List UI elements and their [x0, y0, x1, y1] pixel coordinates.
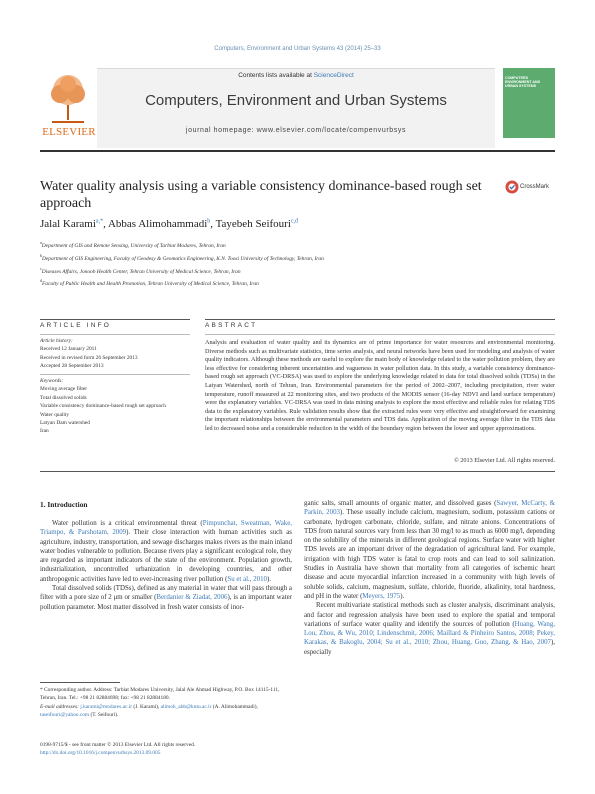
history-item: Received 12 January 2011 [40, 346, 97, 353]
keywords-label: Keywords: [40, 378, 64, 384]
citation-link[interactable]: Pimpunchat, Sweatman, Wake, Triampo, & Parshotam, 2009 [40, 520, 292, 537]
info-divider [40, 374, 190, 375]
body-text: ). [267, 575, 272, 583]
body-paragraph [40, 519, 292, 584]
email-owner: (J. Karami), [132, 703, 161, 710]
contents-line [97, 72, 495, 79]
article-title: Water quality analysis using a variable consistency dominance-based rough set approach [40, 179, 482, 211]
affiliation-text: Faculty of Public Health and Health Promotion, Tehran University of Medical Science, Tehran, Iran [42, 281, 259, 288]
email-addresses [40, 703, 292, 720]
info-divider [40, 334, 190, 335]
contents-prefix: Contents lists available at [238, 72, 314, 79]
body-paragraph [40, 584, 292, 612]
body-text: ), especially [304, 639, 555, 656]
affiliation-marker: d [40, 278, 42, 284]
email-link[interactable]: alimoh_abb@kntu.ac.ir [160, 703, 212, 710]
affiliation-item [40, 264, 555, 277]
affiliation-text: Department of GIS and Remote Sensing, University of Tarbiat Modares, Tehran, Iran [41, 242, 226, 249]
body-text: Recent multivariate statistical methods such as cluster analysis, discriminant analysis, and factor and regression analysis have been used to explore the spatial and temporal variations of surface water quality and identify the sources of pollution ( [304, 602, 555, 628]
affiliation-marker: b [40, 252, 42, 258]
body-text: ). These usually include calcium, magnesium, sodium, potassium cations or carbonate, hydrogen carbonate, chloride, sulfate, and nitrate anions. Concentrations of TDS from natural sources vary from less than 30 mg/l to as much as 6000 mg/l, depending on the solubility of the minerals in different geological regions. Surface water with higher TDS levels are an important driver of the degradation of agricultural land. For example, irrigation with high TDS water is fatal to crop roots and can lead to soil salinization. Studies in Australia have shown that mortality from all categories of ischemic heart disease and acute myocardial infarction increased in a community with high levels of soluble solids, calcium, magnesium, sulfate, chloride, fluoride, alkalinity, total hardness, and pH in the water ( [304, 509, 555, 600]
email-owner: (A. Alimohammadi), [211, 703, 258, 710]
keyword-item: Latyan Dam watershed [40, 420, 90, 427]
citation-link[interactable]: Berdanier & Ziadat, 2006 [156, 594, 228, 602]
body-column-left [40, 519, 292, 612]
history-item: Accepted 28 September 2013 [40, 363, 104, 370]
keyword-item: Iran [40, 428, 49, 435]
publisher-name: ELSEVIER [42, 126, 96, 138]
affiliation-item [40, 251, 555, 264]
affiliation-marker: a [40, 240, 42, 245]
body-text: ). [400, 592, 405, 600]
journal-title: Computers, Environment and Urban Systems [145, 92, 447, 109]
cover-title: COMPUTERS ENVIRONMENT AND URBAN SYSTEMS [505, 76, 541, 89]
crossmark-label[interactable]: CrossMark [520, 184, 550, 190]
copyright-notice: © 2013 Elsevier Ltd. All rights reserved. [454, 457, 555, 464]
footnotes [40, 686, 292, 719]
keyword-item: Variable consistency dominance-based rough set approach [40, 403, 166, 410]
article-info-heading: ARTICLE INFO [40, 322, 112, 329]
keyword-item: Total dissolved solids [40, 394, 87, 401]
body-text: ganic salts, small amounts of organic matter, and dissolved gases ( [304, 500, 497, 507]
body-text: Total dissolved solids (TDSs), defined as any material in water that will pass through a filter with a pore size of 2 μm or smaller ( [40, 585, 292, 602]
citation-link[interactable]: Su et al., 2010 [227, 575, 267, 583]
body-text: ). Their close interaction with human activities such as agriculture, industry, transportation, and sewage discharges makes rivers as the main inland water bodies vulnerable to pollution. Because rivers play a significant ecological role, they are regarded as important indicators of the state of the environment. Population growth, industrialization, uncontrolled urbanization in developing countries, and other anthropogenic activities have led to ever-increasing river pollution ( [40, 529, 293, 583]
body-text: ), is an important water pollution parameter. Most matter dissolved in fresh water consists of inor- [40, 594, 292, 611]
affiliation-marker: c [40, 265, 42, 271]
journal-homepage[interactable]: journal homepage: www.elsevier.com/locate/compenvurbsys [185, 127, 407, 134]
footnote-rule [40, 682, 120, 683]
corresponding-author-note: * Corresponding author. Address: Tarbiat Modares University, Jalal Ale Ahmad Highway, P.O. Box 14115-111, Tehran, Iran. Tel.: +98 21 82884698; fax: +98 21 82884180. [40, 687, 280, 702]
email-label: E-mail addresses: [40, 703, 81, 710]
abstract-rule-top [205, 319, 555, 320]
body-text: Water pollution is a critical environmental threat ( [52, 520, 203, 527]
author-name[interactable]: Abbas Alimohammadi [107, 218, 208, 230]
doi-link[interactable]: http://dx.doi.org/10.1016/j.compenvurbsys.2013.09.005 [40, 750, 161, 757]
history-label: Article history: [40, 338, 73, 344]
abstract-bottom-rule [40, 471, 555, 472]
body-paragraph [304, 499, 555, 601]
email-link[interactable]: j.karami@modares.ac.ir [80, 703, 133, 710]
affiliation-item [40, 238, 555, 251]
email-owner: (T. Seifouri). [89, 711, 119, 718]
keywords [40, 377, 190, 436]
sciencedirect-link[interactable]: ScienceDirect [313, 72, 354, 79]
citation-link[interactable]: Huang, Wang, Lou, Zhou, & Wu, 2010; Lindenschmit, 2006; Maillard & Pinheiro Santos, 2008; Pekey, Karakas, & Bakoglu, 2004; Su et al., 2010; Zhou, Huang, Guo, Zhang, & Hao, 2007 [304, 620, 555, 647]
author-marker[interactable]: a,* [95, 218, 104, 225]
article-info-rule [40, 319, 190, 320]
email-link[interactable]: taseifouri@yahoo.com [40, 711, 90, 718]
author-name[interactable]: Jalal Karami [40, 218, 96, 230]
affiliation-text: Diseases Affairs, Jonoob Health Center, Tehran University of Medical Science, Tehran, Iran [41, 268, 241, 275]
author-marker[interactable]: b [207, 218, 211, 225]
author-list: Jalal Karami$^{a,*}$, Abbas Alimohammadi$^b$, Tayebeh Seifouri$^{c,d}$ [40, 218, 299, 230]
section-heading-introduction: 1. Introduction [40, 500, 88, 509]
abstract-text: Analysis and evaluation of water quality and its dynamics are of prime importance for water resources and environmental monitoring. Diverse methods such as multivariate statistics, time series analysis, and neural networks have been used for modeling and analysis of water quality indicators. Although these methods are useful to explore the main body of knowledge related to the water pollution problem, they are less effective for considering inherent uncertainties and vagueness in water pollution data. In this study, a variable consistency dominance-based rough set approach (VC-DRSA) was used to explore the underlying knowledge related to data for total dissolved solids (TDSs) in the Latyan Watershed, north of Tehran, Iran. Environmental parameters for the period of 2002–2007, including precipitation, river water temperature, runoff measured at 22 monitoring sites, and two products of the MODIS sensor (16-day NDVI and land surface temperature) were the explanatory variables. VC-DRSA was used in data mining analysis to explore the most effective and reliable rules for relating TDS data to the explanatory variables. Rule validation results show that the extracted rules were very effective and straightforward for examining the important relationships between the environmental parameters and TDS data. Application of the moving average filter in the TDS data led to decreased noise and a considerable reduction in the width of the boundary region between the lower and upper approximations. [205, 339, 555, 432]
abstract-heading: ABSTRACT [205, 322, 258, 329]
author-marker[interactable]: c,d [290, 218, 299, 225]
history-item: Received in revised form 26 September 2013 [40, 354, 138, 361]
affiliation-item [40, 276, 555, 289]
citation-link[interactable]: Meyers, 1975 [362, 592, 401, 600]
body-column-right [304, 499, 555, 657]
article-history [40, 337, 190, 371]
header-divider [40, 150, 555, 152]
keyword-item: Water quality [40, 411, 70, 418]
abstract-divider [205, 334, 555, 335]
issn-line: 0198-9715/$ - see front matter © 2013 Elsevier Ltd. All rights reserved. [40, 742, 196, 748]
crossmark-icon[interactable] [505, 180, 519, 194]
issn-doi-block [40, 741, 292, 758]
affiliations [40, 238, 555, 289]
body-paragraph [304, 601, 555, 657]
keyword-item: Moving average filter [40, 386, 87, 393]
journal-reference[interactable]: Computers, Environment and Urban Systems 43 (2014) 25–33 [214, 46, 381, 52]
citation-link[interactable]: Sawyer, McCarty, & Parkin, 2003 [304, 500, 555, 517]
affiliation-text: Department of GIS Engineering, Faculty of Geodesy & Geomatics Engineering, K.N. Toosi University of Technology, Tehran, Iran [42, 255, 324, 262]
author-name[interactable]: Tayebeh Seifouri [215, 218, 291, 230]
